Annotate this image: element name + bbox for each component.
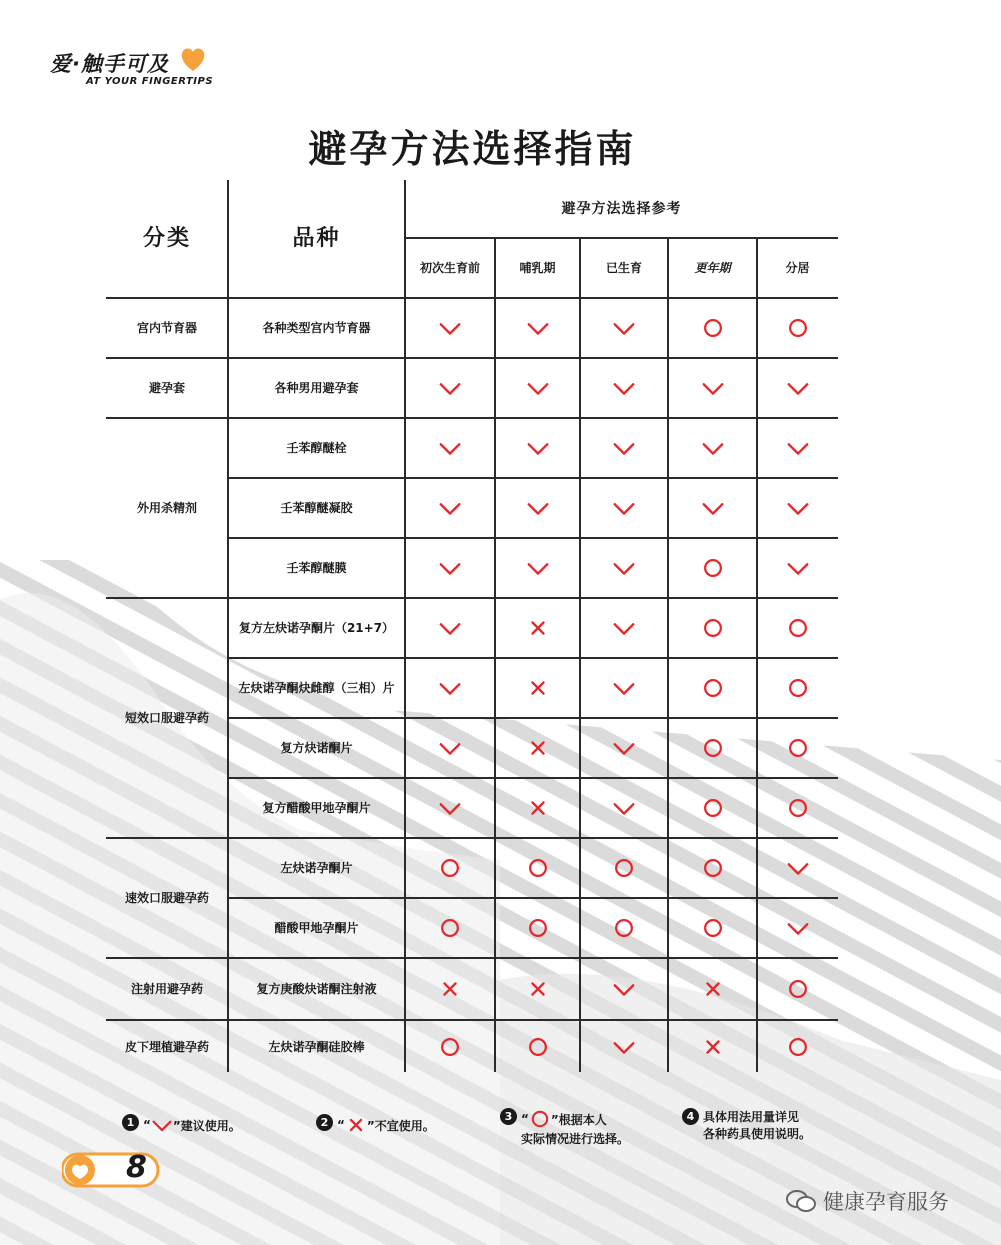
variety-cell: 各种类型宫内节育器 bbox=[262, 320, 371, 335]
check-mark-icon bbox=[438, 556, 462, 580]
legend-text bbox=[703, 1108, 811, 1142]
mark-cell bbox=[405, 898, 495, 958]
mark-cell bbox=[580, 838, 668, 898]
mark-cell bbox=[405, 478, 495, 538]
cross-mark-icon bbox=[526, 736, 550, 760]
watermark-text: 健康孕育服务 bbox=[823, 1190, 949, 1214]
variety-cell: 复方庚酸炔诺酮注射液 bbox=[256, 981, 377, 996]
mark-cell bbox=[668, 658, 757, 718]
legend-item bbox=[316, 1114, 435, 1136]
legend-desc: ”建议使用。 bbox=[172, 1118, 241, 1133]
cross-mark-icon bbox=[345, 1114, 367, 1136]
page-title: 避孕方法选择指南 bbox=[308, 127, 637, 171]
legend-quote-open: “ bbox=[521, 1112, 529, 1126]
circle-mark-icon bbox=[786, 616, 810, 640]
mark-cell bbox=[757, 538, 838, 598]
mark-cell bbox=[495, 298, 580, 358]
circle-mark-icon bbox=[786, 676, 810, 700]
legend-item bbox=[122, 1114, 241, 1136]
mark-cell bbox=[668, 598, 757, 658]
check-mark-icon bbox=[701, 436, 725, 460]
check-mark-icon bbox=[438, 736, 462, 760]
circle-mark-icon bbox=[701, 736, 725, 760]
circle-mark-icon bbox=[701, 796, 725, 820]
mark-cell bbox=[757, 718, 838, 778]
mark-cell bbox=[405, 718, 495, 778]
check-mark-icon bbox=[786, 376, 810, 400]
cross-mark-icon bbox=[526, 616, 550, 640]
category-cell: 避孕套 bbox=[148, 380, 185, 395]
mark-cell bbox=[405, 418, 495, 478]
circle-mark-icon bbox=[612, 856, 636, 880]
check-mark-icon bbox=[612, 1035, 636, 1059]
cross-mark-icon bbox=[701, 977, 725, 1001]
mark-cell bbox=[668, 298, 757, 358]
mark-cell bbox=[668, 358, 757, 418]
mark-cell bbox=[757, 418, 838, 478]
header-variety: 品种 bbox=[292, 225, 341, 251]
circle-mark-icon bbox=[438, 916, 462, 940]
mark-cell bbox=[495, 538, 580, 598]
circle-mark-icon bbox=[612, 916, 636, 940]
mark-cell bbox=[668, 838, 757, 898]
mark-cell bbox=[668, 478, 757, 538]
variety-cell: 壬苯醇醚膜 bbox=[286, 560, 347, 575]
mark-cell bbox=[580, 958, 668, 1020]
check-mark-icon bbox=[526, 436, 550, 460]
legend-text bbox=[337, 1114, 435, 1136]
cross-mark-icon bbox=[438, 977, 462, 1001]
check-mark-icon bbox=[438, 496, 462, 520]
mark-cell bbox=[668, 778, 757, 838]
legend-line bbox=[521, 1108, 629, 1130]
wechat-icon bbox=[785, 1189, 817, 1213]
circle-mark-icon bbox=[701, 676, 725, 700]
mark-cell bbox=[668, 958, 757, 1020]
check-mark-icon bbox=[526, 316, 550, 340]
variety-cell: 各种男用避孕套 bbox=[274, 380, 359, 395]
check-mark-icon bbox=[786, 916, 810, 940]
legend-text bbox=[143, 1114, 241, 1136]
legend-desc: ”根据本人 bbox=[550, 1112, 607, 1127]
mark-cell bbox=[495, 1020, 580, 1074]
check-mark-icon bbox=[612, 436, 636, 460]
cross-mark-icon bbox=[526, 676, 550, 700]
check-mark-icon bbox=[612, 676, 636, 700]
page-number: 8 bbox=[126, 1150, 147, 1185]
legend-desc: ”不宜使用。 bbox=[366, 1118, 435, 1133]
mark-cell bbox=[580, 1020, 668, 1074]
category-cell: 短效口服避孕药 bbox=[124, 710, 209, 725]
category-cell: 皮下埋植避孕药 bbox=[124, 1039, 209, 1054]
brand-name-cn: 爱·触手可及 bbox=[50, 52, 169, 76]
check-mark-icon bbox=[786, 556, 810, 580]
mark-cell bbox=[495, 898, 580, 958]
mark-cell bbox=[757, 778, 838, 838]
variety-cell: 壬苯醇醚凝胶 bbox=[280, 500, 353, 515]
legend-number: 4 bbox=[682, 1108, 699, 1125]
mark-cell bbox=[757, 478, 838, 538]
check-mark-icon bbox=[701, 376, 725, 400]
mark-cell bbox=[405, 778, 495, 838]
header-category: 分类 bbox=[142, 225, 191, 251]
circle-mark-icon bbox=[526, 856, 550, 880]
check-mark-icon bbox=[438, 796, 462, 820]
circle-mark-icon bbox=[526, 1035, 550, 1059]
header-stage: 哺乳期 bbox=[519, 260, 556, 275]
legend-text bbox=[521, 1108, 629, 1147]
check-mark-icon bbox=[612, 736, 636, 760]
legend-number: 3 bbox=[500, 1108, 517, 1125]
mark-cell bbox=[495, 958, 580, 1020]
brand-name-en: AT YOUR FINGERTIPS bbox=[86, 76, 214, 87]
circle-mark-icon bbox=[786, 977, 810, 1001]
mark-cell bbox=[757, 1020, 838, 1074]
check-mark-icon bbox=[438, 436, 462, 460]
category-cell: 注射用避孕药 bbox=[130, 981, 203, 996]
header-stage: 分居 bbox=[785, 260, 810, 275]
mark-cell bbox=[580, 658, 668, 718]
variety-cell: 醋酸甲地孕酮片 bbox=[274, 920, 359, 935]
variety-cell: 壬苯醇醚栓 bbox=[286, 440, 347, 455]
circle-mark-icon bbox=[701, 616, 725, 640]
mark-cell bbox=[757, 838, 838, 898]
circle-mark-icon bbox=[786, 1035, 810, 1059]
mark-cell bbox=[580, 418, 668, 478]
legend-line2: 实际情况进行选择。 bbox=[521, 1132, 630, 1146]
mark-cell bbox=[405, 598, 495, 658]
mark-cell bbox=[405, 358, 495, 418]
footer-logo-icon bbox=[62, 1150, 162, 1190]
circle-mark-icon bbox=[786, 796, 810, 820]
variety-cell: 左炔诺孕酮硅胶棒 bbox=[268, 1039, 365, 1054]
mark-cell bbox=[495, 418, 580, 478]
mark-cell bbox=[757, 658, 838, 718]
legend-number: 1 bbox=[122, 1114, 139, 1131]
legend-quote-open: “ bbox=[337, 1118, 345, 1132]
variety-cell: 复方醋酸甲地孕酮片 bbox=[262, 800, 371, 815]
header-stage: 更年期 bbox=[694, 260, 731, 275]
check-mark-icon bbox=[438, 616, 462, 640]
mark-cell bbox=[757, 898, 838, 958]
circle-mark-icon bbox=[786, 316, 810, 340]
legend-quote-open: “ bbox=[143, 1118, 151, 1132]
category-cell: 宫内节育器 bbox=[136, 320, 197, 335]
check-mark-icon bbox=[151, 1114, 173, 1136]
check-mark-icon bbox=[612, 556, 636, 580]
check-mark-icon bbox=[612, 496, 636, 520]
legend-line bbox=[703, 1108, 811, 1125]
check-mark-icon bbox=[612, 977, 636, 1001]
category-cell: 速效口服避孕药 bbox=[124, 890, 209, 905]
watermark bbox=[785, 1186, 949, 1216]
legend-item bbox=[682, 1108, 811, 1142]
check-mark-icon bbox=[612, 376, 636, 400]
check-mark-icon bbox=[612, 616, 636, 640]
mark-cell bbox=[668, 418, 757, 478]
legend-line2: 各种药具使用说明。 bbox=[703, 1127, 812, 1141]
mark-cell bbox=[668, 1020, 757, 1074]
mark-cell bbox=[580, 718, 668, 778]
mark-cell bbox=[495, 658, 580, 718]
circle-mark-icon bbox=[786, 736, 810, 760]
circle-mark-icon bbox=[438, 1035, 462, 1059]
row-divider bbox=[405, 237, 838, 239]
legend-line bbox=[143, 1114, 241, 1136]
mark-cell bbox=[495, 718, 580, 778]
mark-cell bbox=[495, 838, 580, 898]
legend-line bbox=[337, 1114, 435, 1136]
mark-cell bbox=[757, 298, 838, 358]
mark-cell bbox=[495, 478, 580, 538]
check-mark-icon bbox=[526, 376, 550, 400]
circle-mark-icon bbox=[701, 556, 725, 580]
mark-cell bbox=[495, 778, 580, 838]
mark-cell bbox=[495, 358, 580, 418]
category-cell: 外用杀精剂 bbox=[136, 500, 197, 515]
check-mark-icon bbox=[612, 796, 636, 820]
legend-number: 2 bbox=[316, 1114, 333, 1131]
variety-cell: 左炔诺孕酮片 bbox=[280, 860, 353, 875]
check-mark-icon bbox=[786, 436, 810, 460]
circle-mark-icon bbox=[438, 856, 462, 880]
mark-cell bbox=[580, 778, 668, 838]
header-stage: 已生育 bbox=[605, 260, 642, 275]
circle-mark-icon bbox=[526, 916, 550, 940]
check-mark-icon bbox=[786, 496, 810, 520]
check-mark-icon bbox=[786, 856, 810, 880]
mark-cell bbox=[405, 958, 495, 1020]
mark-cell bbox=[405, 838, 495, 898]
mark-cell bbox=[405, 658, 495, 718]
mark-cell bbox=[495, 598, 580, 658]
mark-cell bbox=[405, 298, 495, 358]
cross-mark-icon bbox=[526, 977, 550, 1001]
cross-mark-icon bbox=[526, 796, 550, 820]
check-mark-icon bbox=[612, 316, 636, 340]
circle-mark-icon bbox=[701, 916, 725, 940]
mark-cell bbox=[580, 538, 668, 598]
mark-cell bbox=[757, 358, 838, 418]
mark-cell bbox=[580, 298, 668, 358]
mark-cell bbox=[668, 898, 757, 958]
mark-cell bbox=[757, 598, 838, 658]
header-reference: 避孕方法选择参考 bbox=[561, 200, 682, 217]
variety-cell: 复方炔诺酮片 bbox=[280, 740, 353, 755]
mark-cell bbox=[580, 898, 668, 958]
check-mark-icon bbox=[438, 376, 462, 400]
cross-mark-icon bbox=[701, 1035, 725, 1059]
mark-cell bbox=[668, 538, 757, 598]
variety-cell: 左炔诺孕酮炔雌醇（三相）片 bbox=[238, 680, 395, 695]
circle-mark-icon bbox=[701, 856, 725, 880]
mark-cell bbox=[668, 718, 757, 778]
check-mark-icon bbox=[438, 316, 462, 340]
circle-mark-icon bbox=[701, 316, 725, 340]
circle-mark-icon bbox=[529, 1108, 551, 1130]
check-mark-icon bbox=[526, 496, 550, 520]
mark-cell bbox=[757, 958, 838, 1020]
check-mark-icon bbox=[701, 496, 725, 520]
legend-desc: 具体用法用量详见 bbox=[703, 1110, 800, 1124]
check-mark-icon bbox=[526, 556, 550, 580]
mark-cell bbox=[580, 478, 668, 538]
mark-cell bbox=[405, 1020, 495, 1074]
header-stage: 初次生育前 bbox=[419, 260, 480, 275]
legend-item bbox=[500, 1108, 629, 1147]
mark-cell bbox=[580, 598, 668, 658]
mark-cell bbox=[580, 358, 668, 418]
mark-cell bbox=[405, 538, 495, 598]
check-mark-icon bbox=[438, 676, 462, 700]
variety-cell: 复方左炔诺孕酮片（21+7） bbox=[238, 620, 395, 635]
